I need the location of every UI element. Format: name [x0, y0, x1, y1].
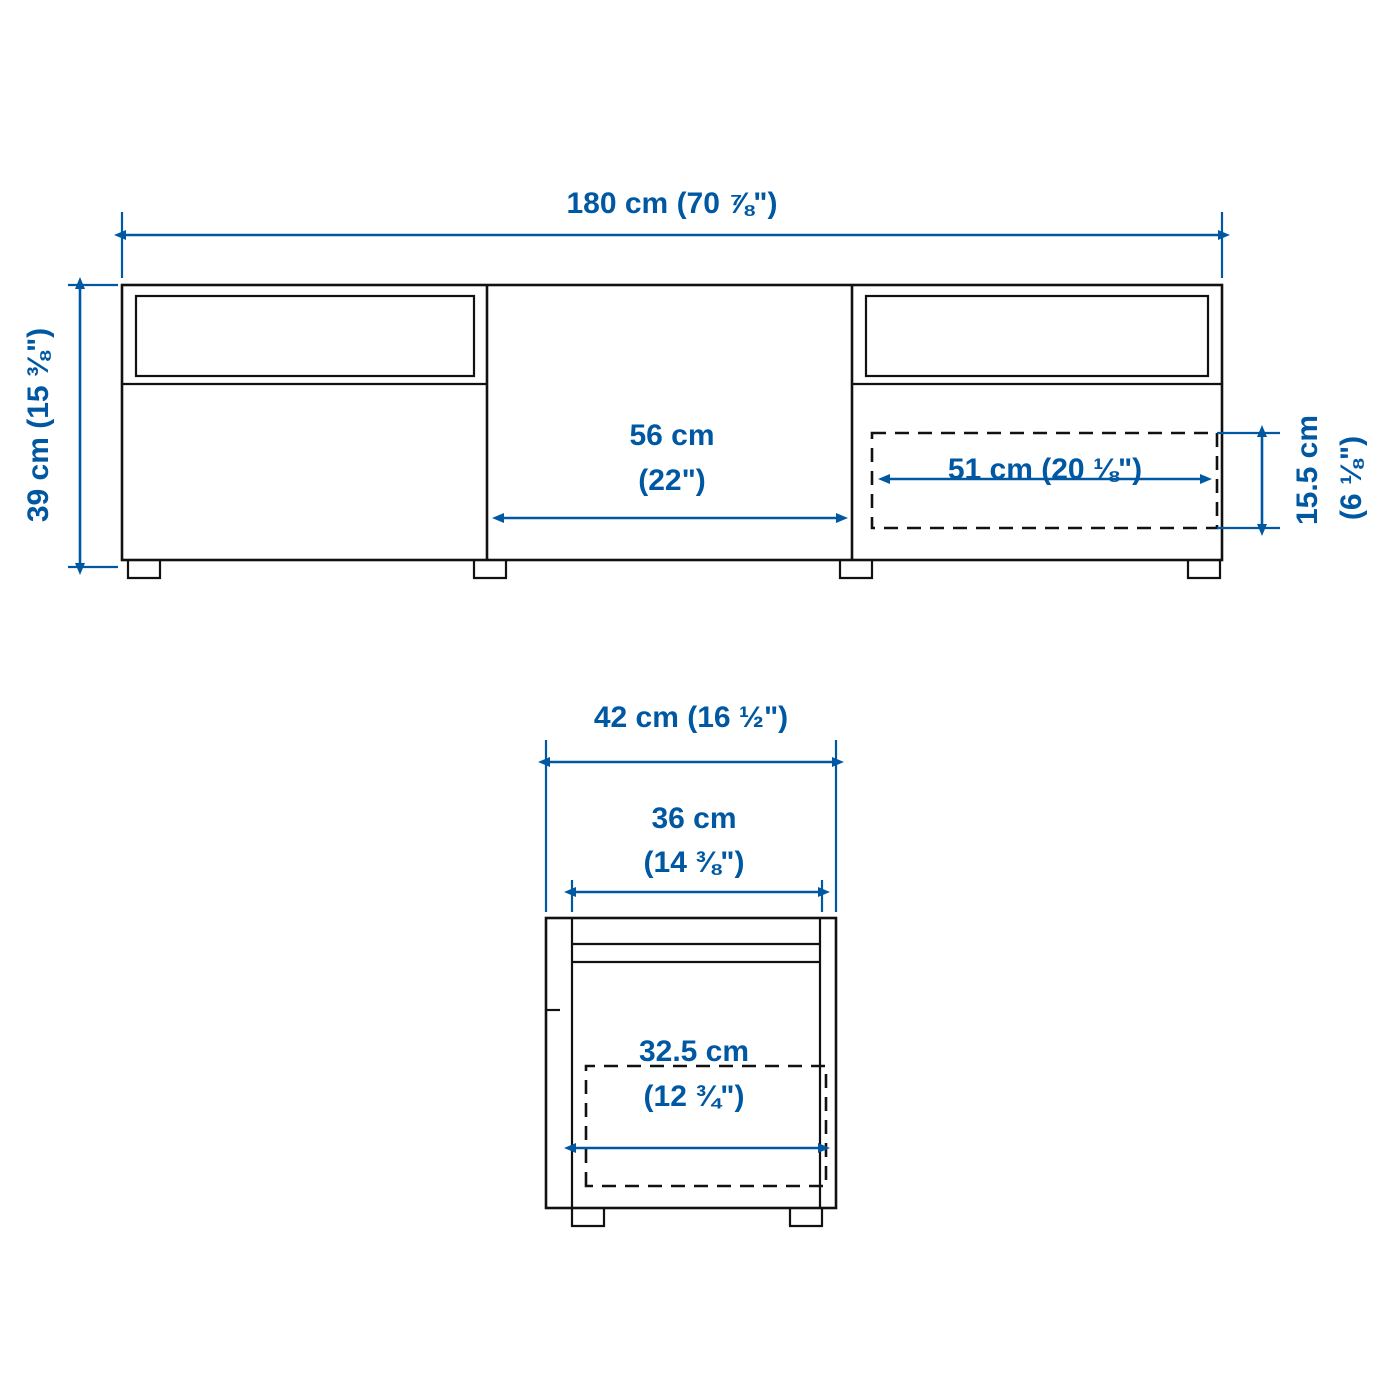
dim-label-drawer-depth-2: (12 ¾") [643, 1079, 745, 1113]
dim-label-middle-opening-1: 56 cm [629, 418, 715, 452]
side-view-product [546, 918, 836, 1226]
dim-label-depth-inner-2: (14 ⅜") [643, 845, 745, 879]
dim-label-drawer-inner-height-1: 15.5 cm [1290, 414, 1324, 526]
dim-label-depth-inner-1: 36 cm [651, 801, 737, 835]
dim-label-width-total: 180 cm (70 ⅞") [566, 186, 778, 220]
dim-label-height-total: 39 cm (15 ⅜") [21, 327, 55, 523]
dim-label-depth-total: 42 cm (16 ½") [593, 700, 789, 734]
dim-label-middle-opening-2: (22") [638, 463, 706, 497]
dim-label-drawer-depth-1: 32.5 cm [638, 1034, 750, 1068]
dim-label-drawer-inner-width: 51 cm (20 ⅛") [947, 452, 1143, 486]
side-view-dimensions [546, 701, 836, 1148]
dim-label-drawer-inner-height-2: (6 ⅛") [1334, 435, 1368, 521]
